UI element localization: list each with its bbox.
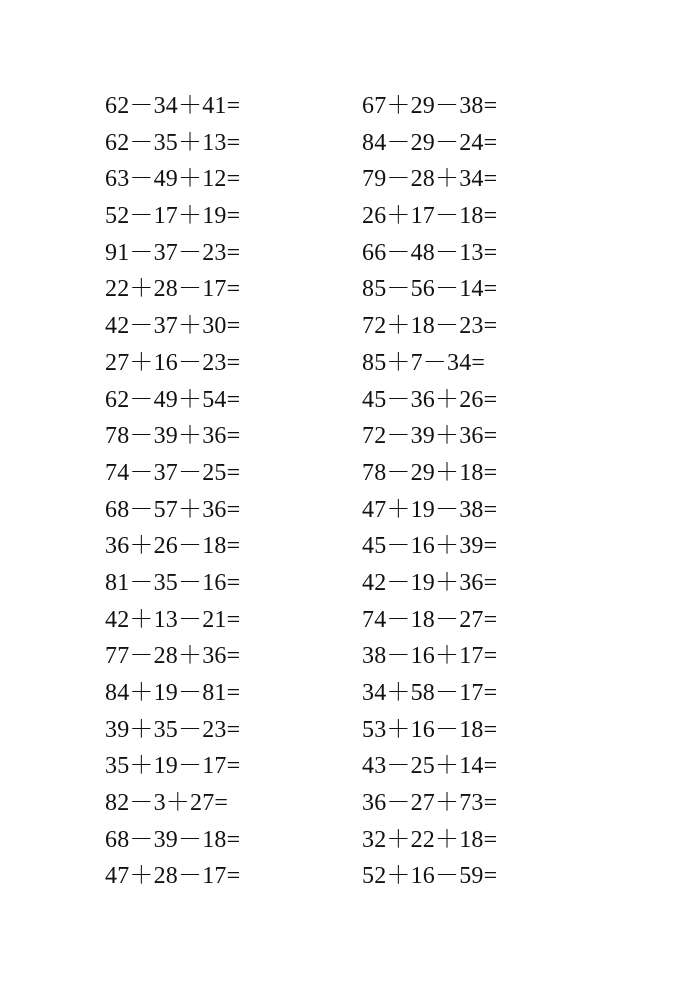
math-problem: 77－28＋36= <box>105 643 241 670</box>
math-problem: 82－3＋27= <box>105 790 229 817</box>
math-problem: 42＋13－21= <box>105 606 241 633</box>
math-problem: 63－49＋12= <box>105 166 241 193</box>
math-problem: 38－16＋17= <box>362 643 498 670</box>
math-problem: 52＋16－59= <box>362 863 498 890</box>
math-problem: 42－19＋36= <box>362 569 498 596</box>
right-problem-column <box>362 88 497 895</box>
math-problem: 43－25＋14= <box>362 753 498 780</box>
math-problem: 62－34＋41= <box>105 93 241 119</box>
math-problem: 45－36＋26= <box>362 386 498 413</box>
math-problem: 68－39－18= <box>105 826 241 853</box>
math-problem: 42－37＋30= <box>105 313 241 340</box>
math-problem: 68－57＋36= <box>105 496 241 523</box>
math-problem: 47＋19－38= <box>362 496 498 523</box>
math-problem: 32＋22＋18= <box>362 826 498 853</box>
math-problem: 84＋19－81= <box>105 680 241 706</box>
math-problem: 74－37－25= <box>105 459 241 486</box>
math-problem: 22＋28－17= <box>105 276 241 303</box>
math-problem: 85－56－14= <box>362 276 498 303</box>
math-problem: 79－28＋34= <box>362 166 498 193</box>
math-problem: 91－37－23= <box>105 239 241 266</box>
math-problem: 78－39＋36= <box>105 423 241 450</box>
math-problem: 85＋7－34= <box>362 349 486 376</box>
math-problem: 34＋58－17= <box>362 680 498 706</box>
math-problem: 84－29－24= <box>362 129 498 156</box>
math-problem: 52－17＋19= <box>105 203 241 230</box>
math-problem: 39＋35－23= <box>105 716 241 743</box>
math-problem: 53＋16－18= <box>362 716 498 743</box>
math-problem: 26＋17－18= <box>362 203 498 230</box>
math-problem: 62－49＋54= <box>105 386 241 413</box>
math-problem: 74－18－27= <box>362 606 498 633</box>
math-problem: 36＋26－18= <box>105 533 241 560</box>
math-problem: 62－35＋13= <box>105 129 241 156</box>
math-problem: 67＋29－38= <box>362 93 498 119</box>
math-problem: 27＋16－23= <box>105 349 241 376</box>
math-problem: 81－35－16= <box>105 569 241 596</box>
math-problem: 35＋19－17= <box>105 753 241 780</box>
math-problem: 72＋18－23= <box>362 313 498 340</box>
math-problem: 45－16＋39= <box>362 533 498 560</box>
math-problem: 72－39＋36= <box>362 423 498 450</box>
math-problem: 66－48－13= <box>362 239 498 266</box>
left-problem-column <box>105 88 240 895</box>
math-problem: 47＋28－17= <box>105 863 241 890</box>
math-problem: 78－29＋18= <box>362 459 498 486</box>
math-problem: 36－27＋73= <box>362 790 498 817</box>
